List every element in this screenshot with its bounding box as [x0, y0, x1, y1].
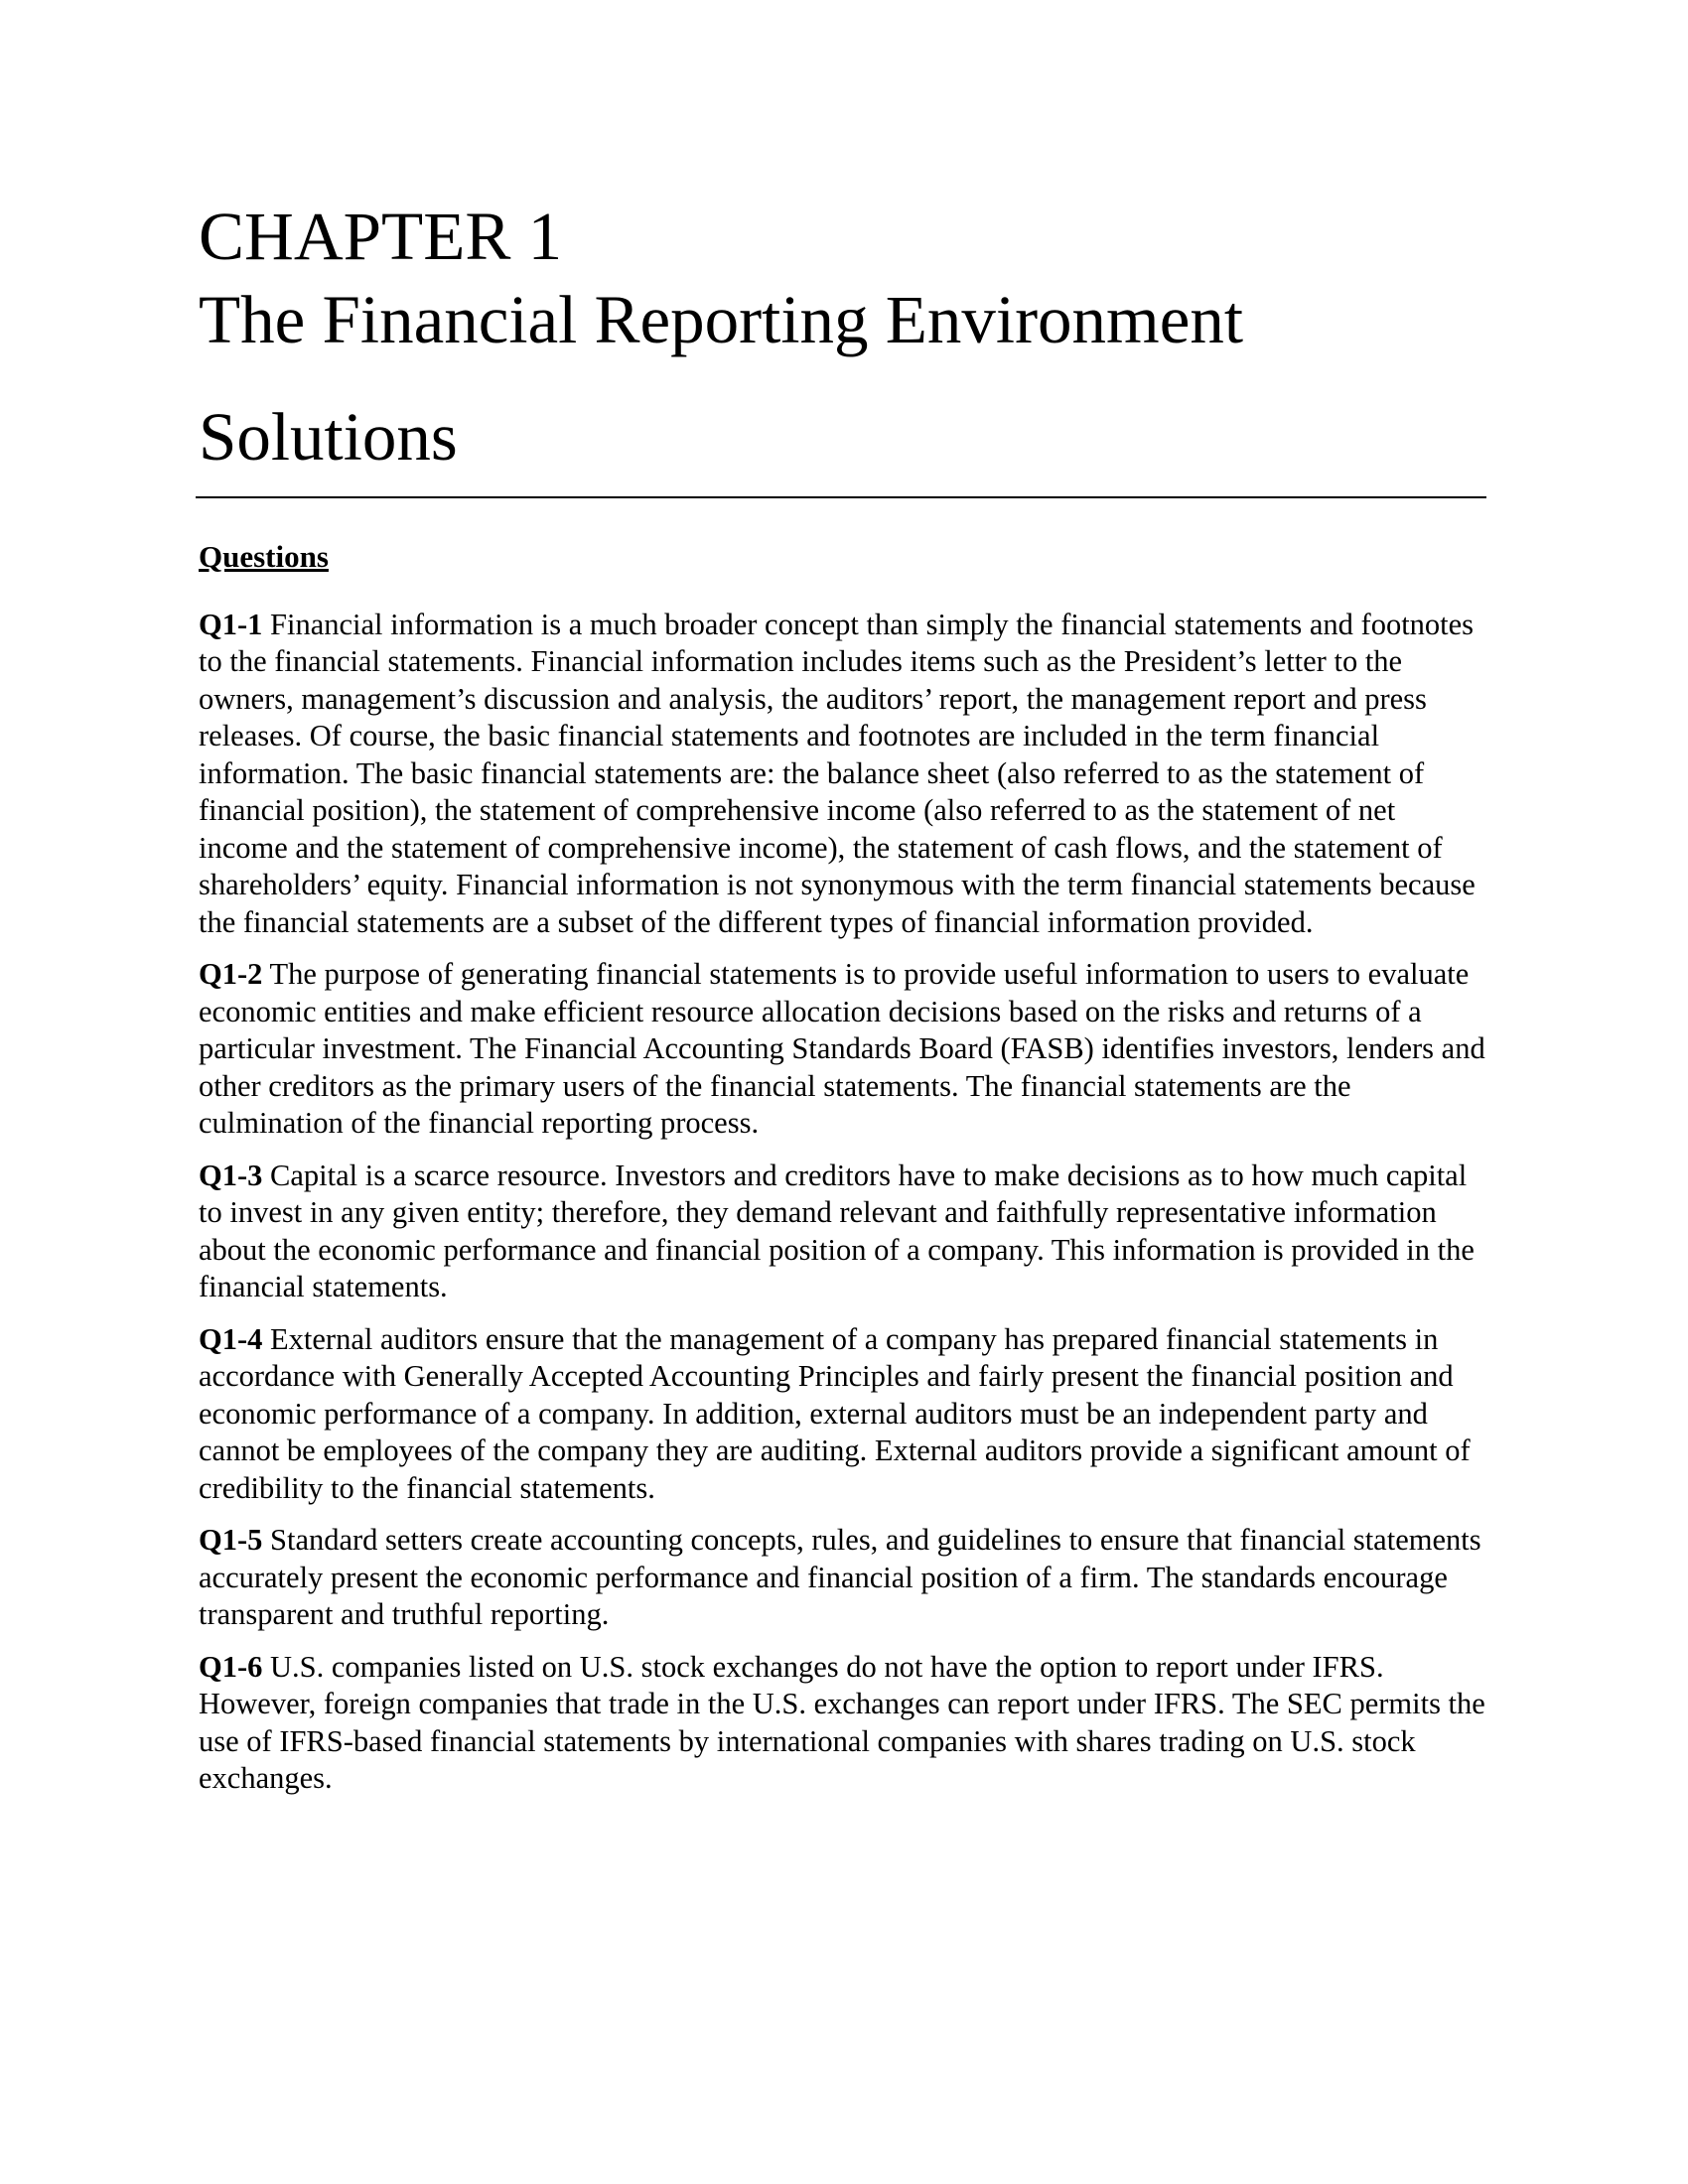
question-id: Q1-6: [199, 1649, 263, 1684]
question-q1-6: [199, 1649, 1489, 1798]
chapter-number: CHAPTER 1: [199, 199, 563, 274]
question-id: Q1-2: [199, 957, 263, 992]
question-q1-1: [199, 607, 1489, 942]
question-q1-3: [199, 1158, 1489, 1306]
question-q1-4: [199, 1321, 1489, 1508]
answer-text: Standard setters create accounting concepts, rules, and guidelines to ensure that financial statements accurately present the economic performance and financial position of a firm. The standards encourage transparent and truthful reporting.: [199, 1523, 1481, 1632]
question-id: Q1-5: [199, 1523, 263, 1558]
answer-text: External auditors ensure that the management of a company has prepared financial statements in accordance with Generally Accepted Accounting Principles and fairly present the financial position and economic performance of a company. In addition, external auditors must be an independent party and cannot be employees of the company they are auditing. External auditors provide a significant amount of credibility to the financial statements.: [199, 1321, 1471, 1505]
header-divider: [196, 496, 1486, 498]
question-id: Q1-4: [199, 1321, 263, 1356]
chapter-subtitle: Solutions: [199, 399, 458, 476]
section-heading: Questions: [199, 539, 329, 574]
answer-text: The purpose of generating financial statements is to provide useful information to users to evaluate economic entities and make efficient resource allocation decisions based on the risks and returns of a particular investment. The Financial Accounting Standards Board (FASB) identifies investors, lenders and other creditors as the primary users of the financial statements. The financial statements are the culmination of the financial reporting process.: [199, 957, 1485, 1141]
questions-section: [199, 538, 1489, 1813]
question-id: Q1-1: [199, 607, 263, 641]
answer-text: Financial information is a much broader concept than simply the financial statements and footnotes to the financial statements. Financial information includes items such as the President’s letter to the owners, management’s discussion and analysis, the auditors’ report, the management report and press releases. Of course, the basic financial statements and footnotes are included in the term financial information. The basic financial statements are: the balance sheet (also referred to as the statement of financial position), the statement of comprehensive income (also referred to as the statement of net income and the statement of comprehensive income), the statement of cash flows, and the statement of shareholders’ equity. Financial information is not synonymous with the term financial statements because the financial statements are a subset of the different types of financial information provided.: [199, 607, 1476, 939]
question-q1-5: [199, 1522, 1489, 1634]
question-id: Q1-3: [199, 1158, 263, 1192]
answer-text: U.S. companies listed on U.S. stock exchanges do not have the option to report under IFRS. However, foreign companies that trade in the U.S. exchanges can report under IFRS. The SEC permits the use of IFRS-based financial statements by international companies with shares trading on U.S. stock exchanges.: [199, 1649, 1485, 1796]
chapter-header: [199, 195, 1489, 479]
question-q1-2: [199, 956, 1489, 1143]
answer-text: Capital is a scarce resource. Investors and creditors have to make decisions as to how much capital to invest in any given entity; therefore, they demand relevant and faithfully representative information about the economic performance and financial position of a company. This information is provided in the financial statements.: [199, 1158, 1475, 1304]
chapter-title: The Financial Reporting Environment: [199, 282, 1244, 358]
